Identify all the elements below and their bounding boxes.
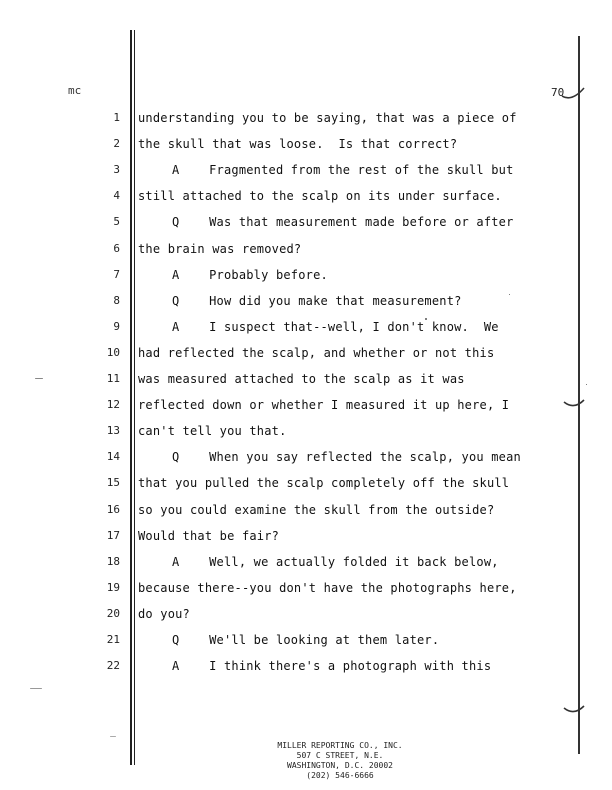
scan-mark-bottom-icon — [560, 694, 590, 718]
reporter-initials: mc — [68, 84, 82, 97]
line-number: 11 — [106, 372, 120, 385]
transcript-line: Would that be fair? — [138, 529, 280, 543]
transcript-line: A I suspect that--well, I don't know. We — [172, 320, 499, 334]
transcript-line: A Well, we actually folded it back below, — [172, 555, 499, 569]
footer-phone: (202) 546-6666 — [306, 771, 374, 780]
transcript-line: reflected down or whether I measured it up here, I — [138, 398, 510, 412]
line-number: 16 — [106, 503, 120, 516]
line-number: 14 — [106, 450, 120, 463]
transcript-line: still attached to the scalp on its under surface. — [138, 189, 502, 203]
line-number: 17 — [106, 529, 120, 542]
line-number: 22 — [106, 659, 120, 672]
transcript-line: was measured attached to the scalp as it was — [138, 372, 465, 386]
line-number: 9 — [113, 320, 120, 333]
transcript-line: had reflected the scalp, and whether or not this — [138, 346, 495, 360]
transcript-line: that you pulled the scalp completely off the skull — [138, 476, 510, 490]
line-number: 1 — [113, 111, 120, 124]
line-number: 13 — [106, 424, 120, 437]
footer-city: WASHINGTON, D.C. 20002 — [287, 761, 393, 770]
transcript-line: because there--you don't have the photographs here, — [138, 581, 517, 595]
scan-speck — [110, 736, 116, 737]
footer-street: 507 C STREET, N.E. — [296, 751, 384, 760]
line-number: 15 — [106, 476, 120, 489]
page-number: 70 — [551, 86, 565, 99]
line-number: 21 — [106, 633, 120, 646]
court-reporter-footer — [250, 741, 430, 781]
line-number: 18 — [106, 555, 120, 568]
transcript-line: A I think there's a photograph with this — [172, 659, 492, 673]
transcript-line: do you? — [138, 607, 190, 621]
transcript-line: A Probably before. — [172, 268, 328, 282]
scan-speck — [35, 378, 43, 379]
transcript-line: can't tell you that. — [138, 424, 287, 438]
left-margin-rule-inner — [134, 30, 135, 765]
line-number: 19 — [106, 581, 120, 594]
line-number: 12 — [106, 398, 120, 411]
line-number: 2 — [113, 137, 120, 150]
left-margin-rule — [130, 30, 132, 765]
transcript-line: A Fragmented from the rest of the skull but — [172, 163, 514, 177]
line-number: 3 — [113, 163, 120, 176]
scan-speck — [30, 688, 42, 689]
transcript-line: Q Was that measurement made before or after — [172, 215, 514, 229]
scan-mark-top-icon — [558, 84, 588, 104]
transcript-line: the brain was removed? — [138, 242, 302, 256]
transcript-line: Q How did you make that measurement? — [172, 294, 462, 308]
transcript-line: Q We'll be looking at them later. — [172, 633, 440, 647]
line-number: 20 — [106, 607, 120, 620]
line-number: 10 — [106, 346, 120, 359]
transcript-line: the skull that was loose. Is that correct? — [138, 137, 458, 151]
transcript-line: Q When you say reflected the scalp, you mean — [172, 450, 521, 464]
line-number: 4 — [113, 189, 120, 202]
transcript-line: so you could examine the skull from the outside? — [138, 503, 495, 517]
transcript-line: understanding you to be saying, that was a piece of — [138, 111, 517, 125]
scan-speck — [586, 384, 587, 385]
footer-company: MILLER REPORTING CO., INC. — [277, 741, 403, 750]
line-number: 7 — [113, 268, 120, 281]
line-number: 8 — [113, 294, 120, 307]
line-number: 5 — [113, 215, 120, 228]
line-number: 6 — [113, 242, 120, 255]
